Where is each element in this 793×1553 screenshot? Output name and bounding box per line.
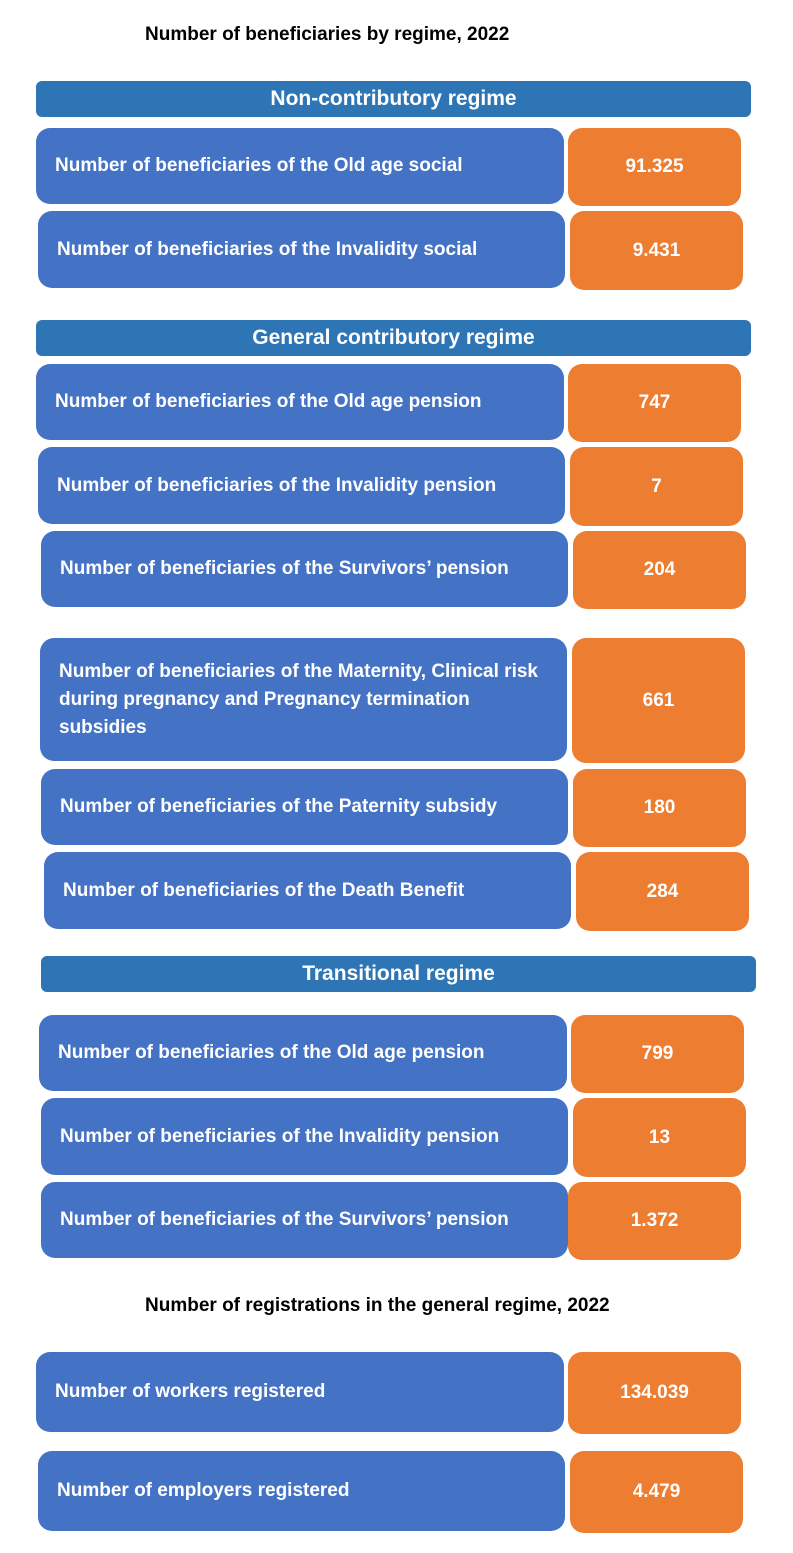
non-contributory-label-invalidity-social: Number of beneficiaries of the Invalidity social bbox=[38, 211, 565, 288]
general-value-invalidity-pension: 7 bbox=[570, 447, 743, 526]
registrations-label-employers: Number of employers registered bbox=[38, 1451, 565, 1531]
general-label-survivors-pension: Number of beneficiaries of the Survivors’ pension bbox=[41, 531, 568, 607]
transitional-value-survivors-pension: 1.372 bbox=[568, 1182, 741, 1260]
non-contributory-label-old-age-social: Number of beneficiaries of the Old age social bbox=[36, 128, 564, 204]
general-value-death-benefit: 284 bbox=[576, 852, 749, 931]
beneficiaries-title: Number of beneficiaries by regime, 2022 bbox=[145, 24, 510, 45]
transitional-value-old-age-pension: 799 bbox=[571, 1015, 744, 1093]
non-contributory-header: Non-contributory regime bbox=[36, 81, 751, 117]
general-value-paternity-subsidy: 180 bbox=[573, 769, 746, 847]
general-label-paternity-subsidy: Number of beneficiaries of the Paternity subsidy bbox=[41, 769, 568, 845]
registrations-value-employers: 4.479 bbox=[570, 1451, 743, 1533]
transitional-label-old-age-pension: Number of beneficiaries of the Old age pension bbox=[39, 1015, 567, 1091]
registrations-value-workers: 134.039 bbox=[568, 1352, 741, 1434]
general-value-survivors-pension: 204 bbox=[573, 531, 746, 609]
transitional-value-invalidity-pension: 13 bbox=[573, 1098, 746, 1177]
transitional-label-invalidity-pension: Number of beneficiaries of the Invalidity pension bbox=[41, 1098, 568, 1175]
general-value-old-age-pension: 747 bbox=[568, 364, 741, 442]
general-contributory-header: General contributory regime bbox=[36, 320, 751, 356]
transitional-header: Transitional regime bbox=[41, 956, 756, 992]
registrations-label-workers: Number of workers registered bbox=[36, 1352, 564, 1432]
general-label-maternity-subsidies: Number of beneficiaries of the Maternity, Clinical risk during pregnancy and Pregnancy termination subsidies bbox=[40, 638, 567, 761]
transitional-label-survivors-pension: Number of beneficiaries of the Survivors’ pension bbox=[41, 1182, 568, 1258]
non-contributory-value-old-age-social: 91.325 bbox=[568, 128, 741, 206]
registrations-title: Number of registrations in the general regime, 2022 bbox=[145, 1295, 610, 1316]
non-contributory-value-invalidity-social: 9.431 bbox=[570, 211, 743, 290]
general-label-old-age-pension: Number of beneficiaries of the Old age pension bbox=[36, 364, 564, 440]
general-value-maternity-subsidies: 661 bbox=[572, 638, 745, 763]
general-label-invalidity-pension: Number of beneficiaries of the Invalidity pension bbox=[38, 447, 565, 524]
general-label-death-benefit: Number of beneficiaries of the Death Benefit bbox=[44, 852, 571, 929]
